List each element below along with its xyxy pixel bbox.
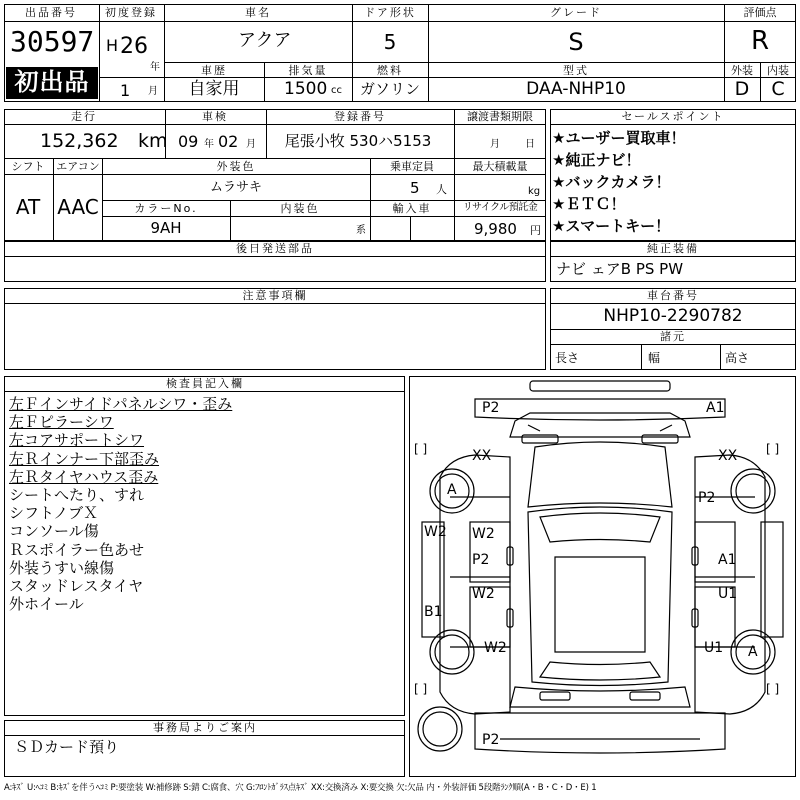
mileage-unit: km <box>138 130 168 152</box>
transfer-month-unit: 月 <box>490 139 500 150</box>
grade: S <box>568 28 584 56</box>
bracket-left-top: [ ] <box>414 442 428 456</box>
mark-left-front-wheel: A <box>447 482 457 498</box>
score-label: 評価点 <box>743 6 777 19</box>
inspector-note: 外装うすい線傷 <box>9 558 115 577</box>
recycle: 9,980 <box>474 220 517 238</box>
import-label: 輸入車 <box>392 202 432 215</box>
sales-point: ★ユーザー買取車！ <box>552 129 686 147</box>
recycle-label: リサイクル預託金 <box>462 202 538 213</box>
first-listing-text: 初出品 <box>14 68 90 96</box>
mileage: 152,362 <box>40 130 119 152</box>
inspector-note: Ｒスポイラー色あせ <box>9 540 145 559</box>
inspector-note: 左Ｆピラーシワ <box>9 413 114 432</box>
sales-point: ★ＥＴＣ！ <box>552 195 626 213</box>
shift-label: シフト <box>11 160 45 173</box>
chassis-label: 車台番号 <box>647 289 699 302</box>
interior-color-unit: 系 <box>356 225 366 236</box>
inspector-note: 左コアサポートシワ <box>9 431 145 450</box>
ac: AAC <box>57 195 99 219</box>
displacement-unit: cc <box>331 85 342 96</box>
mark-front-right: A1 <box>706 400 725 416</box>
inspector-note: コンソール傷 <box>9 522 99 541</box>
inspector-note: シフトノブＸ <box>9 504 99 523</box>
model: DAA-NHP10 <box>526 79 626 99</box>
ac-label: エアコン <box>56 160 100 173</box>
registration-label: 初度登録 <box>105 6 157 19</box>
inspector-note: スタッドレスタイヤ <box>9 577 144 596</box>
mark-left-front-door-lower: P2 <box>472 552 490 568</box>
inspection-month: 02 <box>218 132 239 151</box>
inspector-note: シートへたり、すれ <box>9 486 145 505</box>
mark-right-front-door: A1 <box>718 552 737 568</box>
history: 自家用 <box>188 79 240 99</box>
capacity: 5 <box>410 179 420 197</box>
length-label: 長さ <box>555 351 580 365</box>
doors: 5 <box>383 30 397 54</box>
mark-right-rear-wheel: A <box>748 644 758 660</box>
inspector-note: 左Ｆインサイドパネルシワ・歪み <box>9 395 233 413</box>
inspector-notes <box>9 395 232 613</box>
inspection-year: 09 <box>178 132 199 151</box>
mark-left-front-door-panel: W2 <box>424 524 447 540</box>
max-load-unit: kg <box>528 186 541 197</box>
interior-score: C <box>771 78 785 100</box>
reg-month-unit: 月 <box>148 86 158 97</box>
exterior-label: 外装 <box>731 64 753 77</box>
reg-year: 26 <box>120 34 148 59</box>
mark-left-rear-fender: W2 <box>484 640 507 656</box>
mark-right-rear-fender: U1 <box>704 640 724 656</box>
sales-label: セールスポイント <box>621 110 725 123</box>
mark-left-front-door: W2 <box>472 526 495 542</box>
exterior-score: D <box>734 78 750 100</box>
caution-label: 注意事項欄 <box>242 289 308 302</box>
specs-label: 諸元 <box>660 330 686 343</box>
mileage-label: 走行 <box>71 110 97 123</box>
shift: AT <box>15 195 41 219</box>
car-name: アクア <box>238 30 292 51</box>
inspector-note: 外ホイール <box>9 595 84 614</box>
height-label: 高さ <box>725 351 750 365</box>
equipment-value: ナビ ェアB PS PW <box>556 260 684 278</box>
sales-point: ★純正ナビ！ <box>552 151 641 169</box>
max-load-label: 最大積載量 <box>472 160 528 173</box>
lot-label: 出品番号 <box>25 6 77 19</box>
plate-label: 登録番号 <box>334 110 386 123</box>
score: R <box>750 26 770 56</box>
history-label: 車歴 <box>201 64 227 77</box>
mark-left-rear-panel: B1 <box>424 604 443 620</box>
bracket-right-bottom: [ ] <box>766 682 780 696</box>
legend: A:ｷｽﾞ U:ﾍｺﾐ B:ｷｽﾞを伴うﾍｺﾐ P:要塗装 W:補修跡 S:錆 C:腐食、穴 G:ﾌﾛﾝﾄｶﾞﾗｽ点ｷｽﾞ XX:交換済み X:要交換 欠:欠品 内・外装評価 5段階ﾗﾝｸ順(A・B・C・D・E) 1 <box>4 783 597 793</box>
displacement-label: 排気量 <box>288 64 328 77</box>
capacity-unit: 人 <box>436 183 447 196</box>
reg-month: 1 <box>120 81 131 100</box>
era: H <box>106 36 119 55</box>
width-label: 幅 <box>648 351 661 365</box>
transfer-label: 譲渡書類期限 <box>467 110 533 123</box>
car-diagram-svg <box>410 377 795 776</box>
displacement: 1500 <box>284 79 328 99</box>
inspection-month-unit: 月 <box>246 139 256 150</box>
inspector-label: 検査員記入欄 <box>166 377 244 390</box>
inspector-note: 左Ｒタイヤハウス歪み <box>9 467 159 486</box>
bracket-right-top: [ ] <box>766 442 780 456</box>
fuel-label: 燃料 <box>377 64 403 77</box>
office-label: 事務局よりご案内 <box>153 721 257 734</box>
model-label: 型式 <box>563 64 589 77</box>
plate: 尾張小牧 530ハ5153 <box>284 132 432 150</box>
later-parts-label: 後日発送部品 <box>236 242 314 255</box>
car-name-label: 車名 <box>245 6 271 19</box>
mark-rear: P2 <box>482 732 500 748</box>
fuel: ガソリン <box>359 80 421 98</box>
bracket-left-bottom: [ ] <box>414 682 428 696</box>
mark-right-rear-door: U1 <box>718 586 738 602</box>
office-message: ＳＤカード預り <box>14 738 120 756</box>
doors-label: ドア形状 <box>364 6 416 19</box>
transfer-day-unit: 日 <box>525 139 535 150</box>
sales-point: ★バックカメラ！ <box>552 173 671 191</box>
inspection-label: 車検 <box>202 110 228 123</box>
car-diagram <box>409 376 796 777</box>
lot-number: 30597 <box>10 25 95 58</box>
reg-year-unit: 年 <box>150 62 160 73</box>
chassis-number: NHP10-2290782 <box>603 306 743 326</box>
interior-label: 内装 <box>767 64 789 77</box>
mark-front-left: P2 <box>482 400 500 416</box>
color: ムラサキ <box>209 180 263 195</box>
sales-point: ★スマートキー！ <box>552 217 671 235</box>
recycle-unit: 円 <box>530 224 541 237</box>
mark-left-front-fender: XX <box>472 448 492 464</box>
mark-right-front-fender: XX <box>718 448 738 464</box>
capacity-label: 乗車定員 <box>390 160 434 173</box>
color-label: 外装色 <box>216 160 256 173</box>
mark-left-rear-door: W2 <box>472 586 495 602</box>
interior-color-label: 内装色 <box>280 202 320 215</box>
equipment-label: 純正装備 <box>647 242 699 255</box>
color-no: 9AH <box>150 219 182 237</box>
inspector-note: 左Ｒインナー下部歪み <box>9 449 160 468</box>
mark-right-front-fender-lower: P2 <box>698 490 716 506</box>
inspection-year-unit: 年 <box>204 139 214 150</box>
color-no-label: カラーNo. <box>134 202 198 215</box>
grade-label: グレード <box>550 6 602 19</box>
